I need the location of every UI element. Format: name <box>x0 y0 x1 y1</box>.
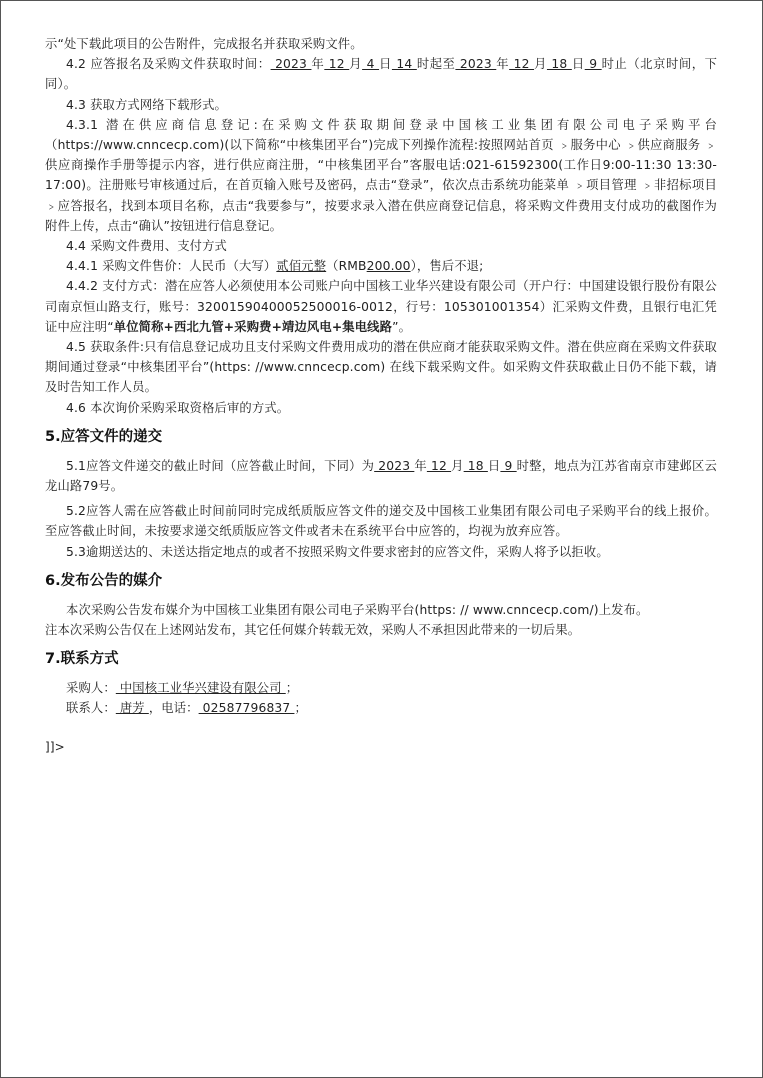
section-6-1: 本次采购公告发布媒介为中国核工业集团有限公司电子采购平台(https: // www.cnncecp.com/)上发布。 <box>66 602 649 617</box>
section-5-2: 5.2应答人需在应答截止时间前同时完成纸质版应答文件的递交及中国核工业集团有限公司电子采购平台的线上报价。至应答截止时间，未按要求递交纸质版应答文件或者未在系统平台中应答的，均视为放弃应答。 <box>45 504 717 539</box>
section-5-3: 5.3逾期送达的、未送达指定地点的或者不按照采购文件要求密封的应答文件，采购人将予以拒收。 <box>66 544 609 559</box>
heading-section-6: 6.发布公告的媒介 <box>45 572 163 589</box>
heading-section-5: 5.应答文件的递交 <box>45 428 163 445</box>
intro-paragraph: 示“处下载此项目的公告附件，完成报名并获取采购文件。 <box>45 37 363 51</box>
document-content <box>45 34 717 757</box>
trailing-markup: ]]> <box>45 739 65 754</box>
section-5-1: 5.1应答文件递交的截止时间（应答截止时间，下同）为 2023 年 12 月 18 日 9 时整，地点为江苏省南京市建邺区云龙山路79号。 <box>45 458 717 494</box>
section-4-4-1: 4.4.1 采购文件售价：人民币（大写）贰佰元整（RMB200.00），售后不退; <box>66 259 484 274</box>
section-4-3: 4.3 获取方式网络下载形式。 <box>66 97 227 112</box>
section-4-6: 4.6 本次询价采购采取资格后审的方式。 <box>66 400 290 415</box>
contact-buyer: 采购人： 中国核工业华兴建设有限公司 ； <box>66 681 299 696</box>
heading-section-7: 7.联系方式 <box>45 651 119 668</box>
section-4-5: 4.5 获取条件:只有信息登记成功且支付采购文件费用成功的潜在供应商才能获取采购文件。潜在供应商在采购文件获取期间通过登录“中核集团平台”(https: //www.cnncecp.com) 在线下载采购文件。如采购文件获取截止日仍不能下载，请及时告知工作人员。 <box>45 340 717 395</box>
section-4-3-1: 4.3.1 潜在供应商信息登记:在采购文件获取期间登录中国核工业集团有限公司电子采购平台（https://www.cnncecp.com)(以下简称“中核集团平台”)完成下列操作流程:按照网站首页 ﹥服务中心 ﹥供应商服务 ﹥供应商操作手册等提示内容，进行供应商注册，“中核集团平台”客服电话:021-61592300(工作日9:00-11:30 13:30-17:00)。注册账号审核通过后，在首页输入账号及密码，点击“登录”，依次点击系统功能菜单 ﹥项目管理 ﹥非招标项目 ﹥应答报名，找到本项目名称，点击“我要参与”，按要求录入潜在供应商登记信息，将采购文件费用支付成功的截图作为附件上传，点击“确认”按钮进行信息登记。 <box>45 117 717 233</box>
contact-person: 联系人： 唐芳 ，电话： 02587796837 ； <box>66 701 307 716</box>
section-6-2: 注本次采购公告仅在上述网站发布，其它任何媒介转载无效，采购人不承担因此带来的一切后果。 <box>45 623 581 638</box>
section-4-4: 4.4 采购文件费用、支付方式 <box>66 239 227 254</box>
section-4-4-2: 4.4.2 支付方式：潜在应答人必须使用本公司账户向中国核工业华兴建设有限公司（开户行：中国建设银行股份有限公司南京恒山路支行，账号：32001590400052500016-0012，行号：105301001354）汇采购文件费，且银行电汇凭证中应注明“单位简称+西北九管+采购费+靖边风电+集电线路”。 <box>45 279 717 334</box>
section-4-2: 4.2 应答报名及采购文件获取时间： 2023 年 12 月 4 日 14 时起至 2023 年 12 月 18 日 9 时止（北京时间，下同）。 <box>45 57 718 92</box>
